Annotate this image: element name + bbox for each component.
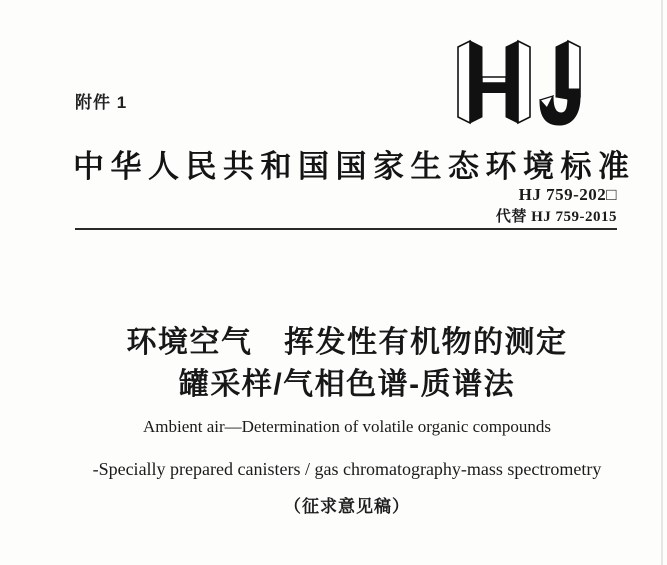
- title-chinese-line1: 环境空气 挥发性有机物的测定: [126, 326, 568, 359]
- standard-heading: 中华人民共和国国家生态环境标准: [73, 149, 636, 184]
- title-english-line1: Ambient air—Determination of volatile organic compounds: [142, 417, 552, 436]
- hj-logo-icon: [456, 38, 590, 128]
- scan-page-edge: [661, 0, 663, 565]
- header-divider: [75, 228, 617, 230]
- standard-number-block: [496, 184, 617, 227]
- standard-number: HJ 759-202□: [518, 185, 617, 204]
- title-english-line2: -Specially prepared canisters / gas chromatography-mass spectrometry: [92, 459, 602, 479]
- draft-note: （征求意见稿）: [284, 497, 410, 516]
- attachment-label: 附件 1: [75, 93, 128, 112]
- title-chinese-line2: 罐采样/气相色谱-质谱法: [178, 368, 516, 401]
- replaces-note: 代替 HJ 759-2015: [495, 209, 617, 226]
